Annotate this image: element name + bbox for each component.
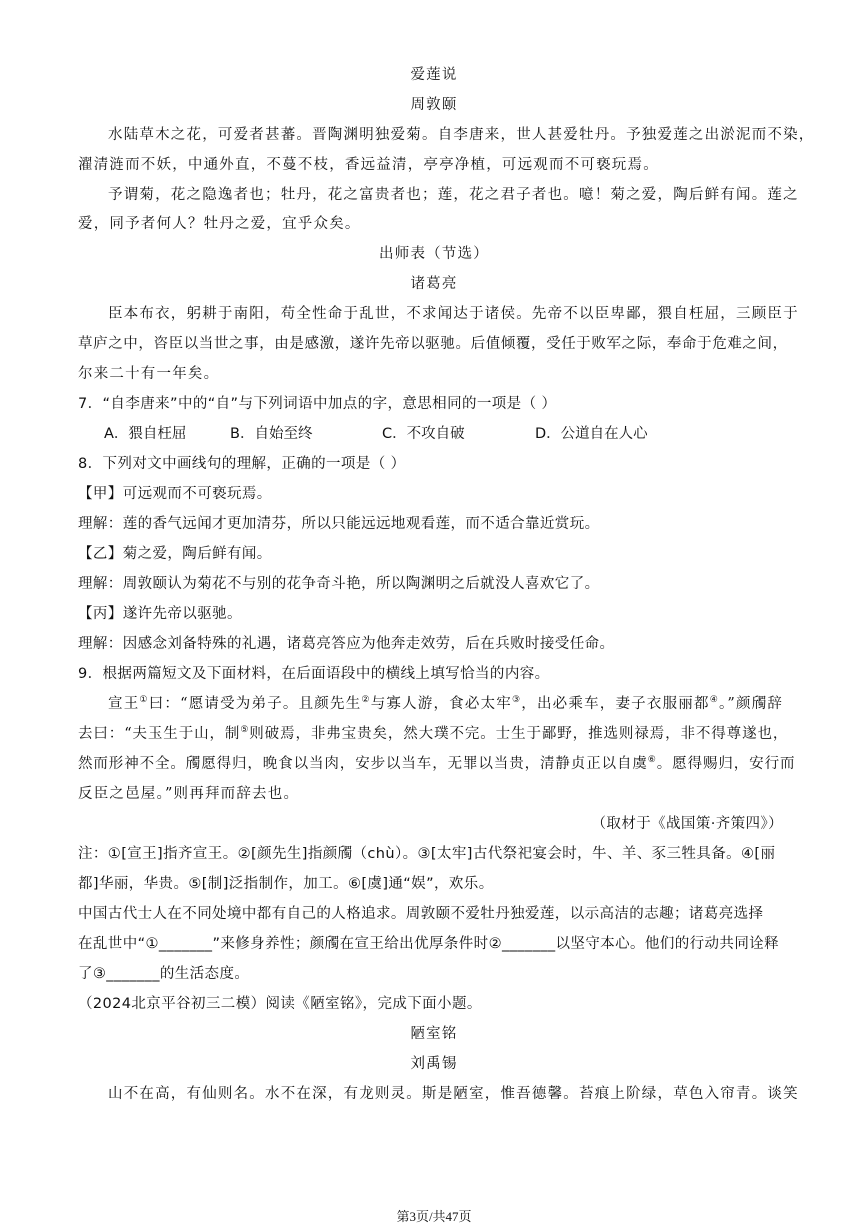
material-line — [78, 754, 798, 774]
page-number: 第3页/共47页 — [396, 1209, 472, 1224]
footnote-mark: ① — [139, 695, 149, 706]
footnote-mark: ⑤ — [240, 725, 250, 736]
question-8-stem: 8．下列对文中画线句的理解，正确的一项是（ ） — [78, 456, 406, 472]
question-7-option-b: B．自始至终 — [230, 426, 313, 442]
paragraph-line: 予谓菊，花之隐逸者也；牡丹，花之富贵者也；莲，花之君子者也。噫！菊之爱，陶后鲜有闻。莲之 — [108, 187, 799, 203]
question-8-explanation-c: 理解：因感念刘备特殊的礼遇，诸葛亮答应为他奔走效劳，后在兵败时接受任命。 — [78, 636, 615, 652]
material-source: （取材于《战国策·齐策四》） — [591, 816, 783, 832]
material-line: 反臣之邑屋。”则再拜而辞去也。 — [78, 786, 300, 802]
material-text: 则破焉，非弗宝贵矣，然大璞不完。士生于鄙野，推选则禄焉，非不得尊遂也， — [249, 726, 789, 742]
question-8-item-c: 【丙】遂许先帝以驱驰。 — [78, 606, 242, 622]
paragraph-line: 濯清涟而不妖，中通外直，不蔓不枝，香远益清，亭亭净植，可远观而不可亵玩焉。 — [78, 157, 659, 173]
poem-author: 周敦颐 — [410, 97, 458, 113]
question-8-item-a: 【甲】可远观而不可亵玩焉。 — [78, 486, 272, 502]
material-text: ，出必乘车，妻子衣服丽都 — [521, 696, 710, 712]
paragraph-line: 山不在高，有仙则名。水不在深，有龙则灵。斯是陋室，惟吾德馨。苔痕上阶绿，草色入帘青。谈笑 — [108, 1086, 799, 1102]
footnote-mark: ③ — [512, 695, 522, 706]
question-7-option-d: D．公道自在人心 — [535, 426, 648, 442]
poem-title: 出师表（节选） — [379, 246, 489, 262]
material-text: 与寡人游，食必太牢 — [370, 696, 512, 712]
question-9-stem: 9．根据两篇短文及下面材料，在后面语段中的横线上填写恰当的内容。 — [78, 666, 550, 682]
material-line — [78, 724, 798, 744]
poem-title: 陋室铭 — [410, 1026, 458, 1042]
fill-in-line: 了③_______的生活态度。 — [78, 966, 250, 982]
paragraph-line: 臣本布衣，躬耕于南阳，苟全性命于乱世，不求闻达于诸侯。先帝不以臣卑鄙，猥自枉屈，三顾臣于 — [108, 306, 799, 322]
material-text: 曰：“愿请受为弟子。且颜先生 — [148, 696, 362, 712]
footnote-mark: ⑥ — [647, 755, 657, 766]
material-text: 。”颜斶辞 — [718, 696, 784, 712]
material-line — [108, 694, 828, 714]
question-8-item-b: 【乙】菊之爱，陶后鲜有闻。 — [78, 546, 272, 562]
material-text: 宣王 — [108, 696, 140, 712]
paragraph-line: 草庐之中，咨臣以当世之事，由是感激，遂许先帝以驱驰。后值倾覆，受任于败军之际，奉命于危难之间， — [78, 336, 788, 352]
material-text: 。愿得赐归，安行而 — [656, 756, 796, 772]
question-7-stem: 7．“自李唐来”中的“自”与下列词语中加点的字，意思相同的一项是（ ） — [78, 396, 557, 412]
question-7-option-a: A．猥自枉屈 — [104, 426, 187, 442]
paragraph-line: 水陆草木之花，可爱者甚蕃。晋陶渊明独爱菊。自李唐来，世人甚爱牡丹。予独爱莲之出淤泥而不染， — [108, 127, 815, 143]
question-7-option-c: C．不攻自破 — [382, 426, 465, 442]
material-text: 然而形神不全。斶愿得归，晚食以当肉，安步以当车，无罪以当贵，清静贞正以自虞 — [78, 756, 648, 772]
poem-author: 诸葛亮 — [410, 276, 458, 292]
poem-author: 刘禹锡 — [410, 1056, 458, 1072]
question-8-explanation-b: 理解：周敦颐认为菊花不与别的花争奇斗艳，所以陶渊明之后就没人喜欢它了。 — [78, 576, 600, 592]
paragraph-line: 尔来二十有一年矣。 — [78, 366, 220, 382]
poem-title: 爱莲说 — [410, 67, 458, 83]
section-intro: （2024北京平谷初三二模）阅读《陋室铭》，完成下面小题。 — [78, 996, 482, 1012]
fill-in-line: 中国古代士人在不同处境中都有自己的人格追求。周敦颐不爱牡丹独爱莲，以示高洁的志趣；诸葛亮选择 — [78, 906, 764, 922]
notes-line: 都]华丽，华贵。⑤[制]泛指制作，加工。⑥[虞]通“娱”，欢乐。 — [78, 876, 494, 892]
material-text: 去曰：“夫玉生于山，制 — [78, 726, 241, 742]
paragraph-line: 爱，同予者何人？牡丹之爱，宜乎众矣。 — [78, 216, 361, 232]
fill-in-line: 在乱世中“①_______”来修身养性；颜斶在宣王给出优厚条件时②_______以坚守本心。他们的行动共同诠释 — [78, 936, 780, 952]
question-8-explanation-a: 理解：莲的香气远闻才更加清芬，所以只能远远地观看莲，而不适合靠近赏玩。 — [78, 516, 600, 532]
footnote-mark: ④ — [709, 695, 719, 706]
footnote-mark: ② — [361, 695, 371, 706]
notes-line: 注：①[宣王]指齐宣王。②[颜先生]指颜斶（chù）。③[太牢]古代祭祀宴会时，牛、羊、豕三牲具备。④[丽 — [78, 846, 776, 862]
